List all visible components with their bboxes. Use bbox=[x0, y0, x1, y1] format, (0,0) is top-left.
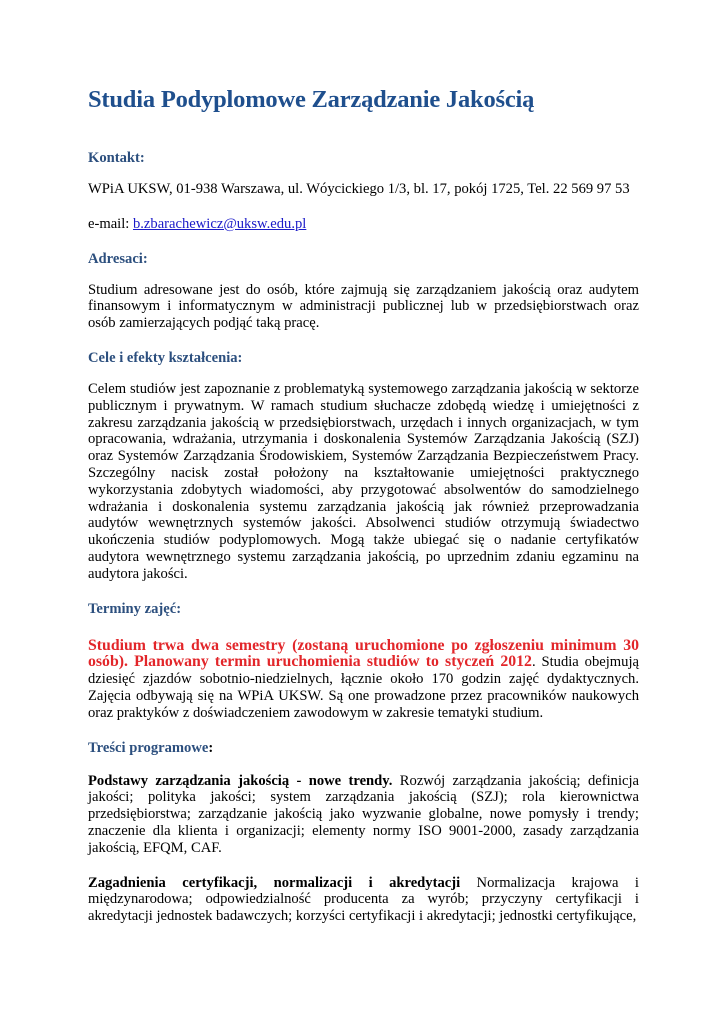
section-heading-tresci bbox=[88, 740, 639, 757]
podstawy-paragraph bbox=[88, 773, 639, 857]
podstawy-text: Rozwój zarządzania jakością; definicja jakości; polityka jakości; system zarządzania jakością (SZJ); rola kierownictwa przedsiębiorstwa; zarządzanie jakością jako wyzwanie globalne, nowe pomysły i trendy; znaczenie dla klienta i organizacji; elementy normy ISO 9001-2000, zasady zarządzania jakością, EFQM, CAF. bbox=[88, 772, 640, 856]
email-link[interactable]: b.zbarachewicz@uksw.edu.pl bbox=[132, 215, 307, 232]
tresci-heading-colon: : bbox=[208, 739, 214, 756]
section-heading-cele: Cele i efekty kształcenia: bbox=[88, 349, 243, 366]
contact-email-line bbox=[88, 216, 639, 233]
podstawy-title: Podstawy zarządzania jakością - nowe trendy. bbox=[88, 772, 393, 789]
terminy-text: . Studia obejmują dziesięć zjazdów sobotnio-niedzielnych, łącznie około 170 godzin zajęć dydaktycznych. Zajęcia odbywają się na WPiA UKSW. Są one prowadzone przez pracowników naukowych oraz praktyków z doświadczeniem zawodowym w zakresie tematyki studium. bbox=[88, 654, 639, 721]
terminy-highlight: Studium trwa dwa semestry (zostaną uruchomione po zgłoszeniu minimum 30 osób). Planowany termin uruchomienia studiów to styczeń 2012 bbox=[88, 636, 639, 671]
certyfikacja-title: Zagadnienia certyfikacji, normalizacji i akredytacji bbox=[88, 874, 461, 891]
section-heading-adresaci: Adresaci: bbox=[88, 250, 148, 267]
page-title: Studia Podyplomowe Zarządzanie Jakością bbox=[88, 86, 535, 113]
cele-paragraph: Celem studiów jest zapoznanie z problematyką systemowego zarządzania jakością w sektorze publicznym i prywatnym. W ramach studium słuchacze zdobędą wiedzę i umiejętności z zakresu zarządzania jakością w przedsiębiorstwach, urzędach i innych organizacjach, w tym opracowania, wdrażania, utrzymania i doskonalenia Systemów Zarządzania Jakością (SZJ) oraz Systemów Zarządzania Środowiskiem, Systemów Zarządzania Bezpieczeństwem Pracy. Szczególny nacisk został położony na kształtowanie umiejętności praktycznego wykorzystania zdobytych wiadomości, aby przygotować absolwentów do samodzielnego wdrażania i doskonalenia systemu zarządzania jakością jak również przeprowadzania audytów wewnętrznych systemów jakości. Absolwenci studiów otrzymują świadectwo ukończenia studiów podyplomowych. Mogą także ubiegać się o nadanie certyfikatów audytora wewnętrznego systemu zarządzania jakością, po uprzednim zdaniu egzaminu na audytora jakości. bbox=[88, 380, 639, 582]
email-label: e-mail: bbox=[88, 215, 133, 232]
tresci-heading-text: Treści programowe bbox=[88, 739, 209, 756]
terminy-paragraph bbox=[88, 638, 639, 722]
section-heading-kontakt: Kontakt: bbox=[88, 150, 145, 166]
certyfikacja-text: Normalizacja krajowa i międzynarodowa; odpowiedzialność producenta za wyrób; przyczyny certyfikacji i akredytacji jednostek badawczych; korzyści certyfikacji i akredytacji; jednostki certyfikujące, bbox=[88, 874, 639, 925]
certyfikacja-paragraph bbox=[88, 875, 639, 925]
contact-address: WPiA UKSW, 01-938 Warszawa, ul. Wóycickiego 1/3, bl. 17, pokój 1725, Tel. 22 569 97 53 bbox=[88, 181, 630, 197]
document-content bbox=[88, 86, 639, 925]
section-heading-terminy: Terminy zajęć: bbox=[88, 600, 182, 617]
adresaci-paragraph: Studium adresowane jest do osób, które zajmują się zarządzaniem jakością oraz audytem finansowym i informatycznym w administracji publicznej lub w przedsiębiorstwach oraz osób zamierzających podjąć taką pracę. bbox=[88, 281, 639, 332]
